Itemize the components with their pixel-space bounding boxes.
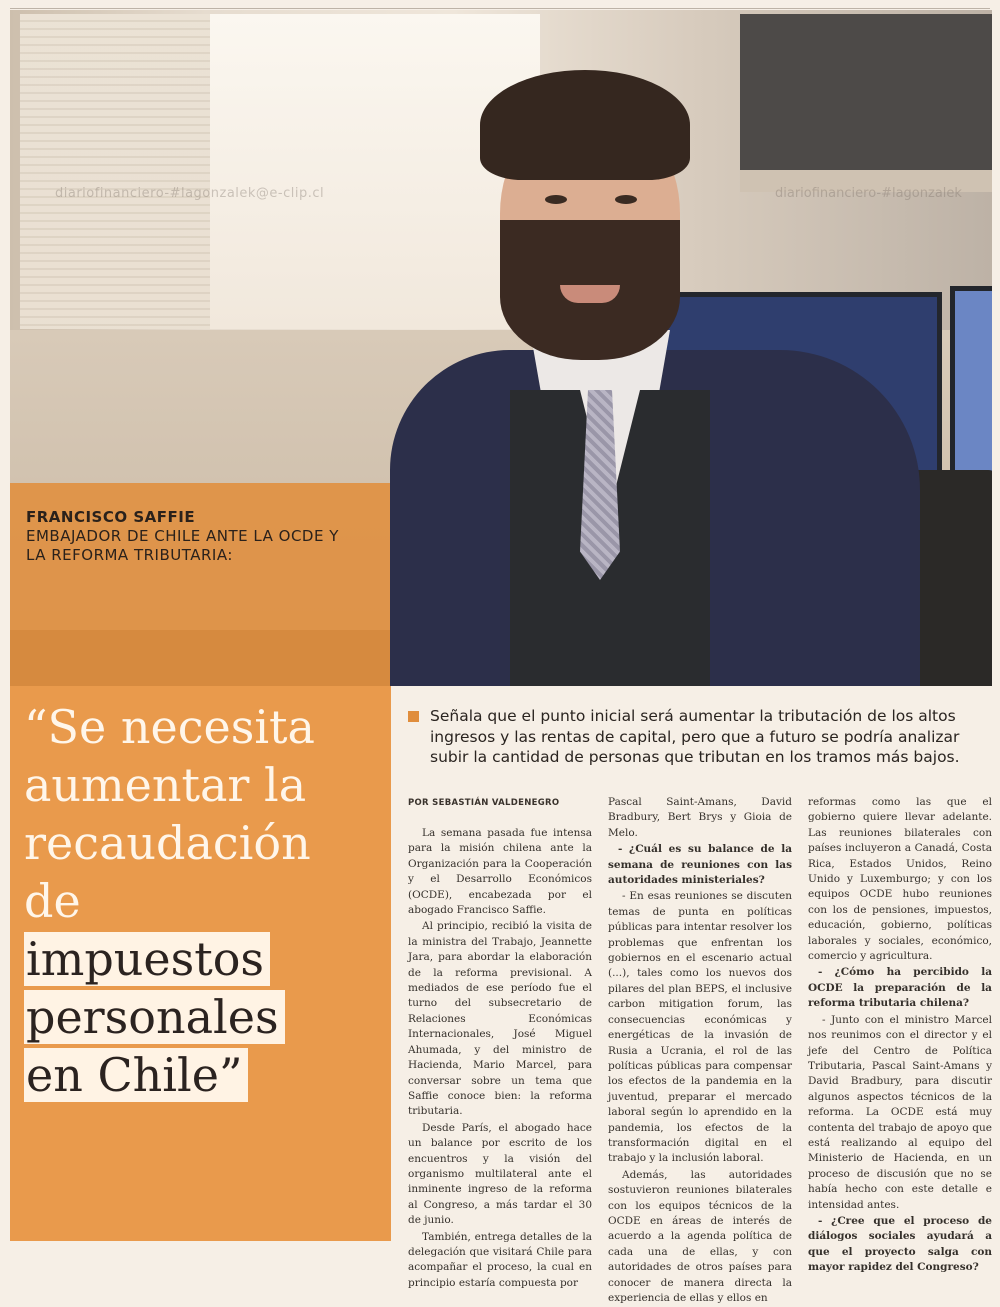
right-eye <box>615 195 637 204</box>
deck-text: Señala que el punto inicial será aumentar la tributación de los altos ingresos y las rentas de capital, pero que a futuro se podría analizar subir la cantidad de personas que tributan en los tramos más bajos. <box>430 707 960 766</box>
headline-line-1: “Se necesita <box>24 700 315 754</box>
caption-name: FRANCISCO SAFFIE <box>26 508 196 526</box>
caption-role: EMBAJADOR DE CHILE ANTE LA OCDE Y LA REFORMA TRIBUTARIA: <box>26 527 339 564</box>
headline-line-2: aumentar la <box>24 758 307 812</box>
window-blinds <box>20 14 210 329</box>
question: - ¿Cree que el proceso de diálogos sociales ayudará a que el proyecto salga con mayor rapidez del Congreso? <box>808 1214 992 1274</box>
body-column-3 <box>808 795 992 1277</box>
headline-line-5: impuestos <box>24 932 270 986</box>
paragraph: La semana pasada fue intensa para la misión chilena ante la Organización para la Cooperación y el Desarrollo Económicos (OCDE), encabezada por el abogado Francisco Saffie. <box>408 827 592 917</box>
headline <box>24 698 384 1104</box>
headline-line-3: recaudación <box>24 816 311 870</box>
watermark: diariofinanciero-#lagonzalek@e-clip.cl <box>55 186 325 201</box>
hair <box>480 70 690 180</box>
body-column-1 <box>408 826 592 1292</box>
paragraph: Desde París, el abogado hace un balance por escrito de los encuentros y la visión del organismo multilateral ante el inminente ingreso de la reforma al Congreso, a más tardar el 30 de junio. <box>408 1121 592 1227</box>
paragraph: - En esas reuniones se discuten temas de punta en políticas públicas para intentar resolver los problemas que enfrentan los gobiernos en el escenario actual (...), tales como los nuevos dos pilares del plan BEPS, el inclusive carbon mitigation forum, las consecuencias económicas y energéticas de la invasión de Rusia a Ucrania, el rol de las políticas públicas para compensar los efectos de la pandemia en la juventud, preparar el mercado laboral según lo aprendido en la pandemia, los efectos de la transformación digital en el trabajo y la inclusión laboral. <box>608 890 792 1165</box>
headline-line-6: personales <box>24 990 285 1044</box>
man-in-suit <box>380 50 940 686</box>
paragraph: También, entrega detalles de la delegación que visitará Chile para acompañar el proceso, la cual en principio estaría compuesta por <box>408 1230 592 1289</box>
deck <box>408 706 983 768</box>
square-bullet-icon <box>408 711 419 722</box>
paragraph: Además, las autoridades sostuvieron reuniones bilaterales con los equipos técnicos de la OCDE en áreas de interés de acuerdo a la agenda política de cada una de ellas, y con autoridades de otros países para conocer de manera directa la experiencia de ellas y ellos en <box>608 1168 792 1304</box>
left-eye <box>545 195 567 204</box>
paragraph: - Junto con el ministro Marcel nos reunimos con el director y el jefe del Centro de Política Tributaria, Pascal Saint-Amans y David Bradbury, para discutir algunos aspectos técnicos de la reforma. La OCDE está muy contenta del trabajo de apoyo que está realizando al equipo del Ministerio de Hacienda, en un proceso de discusión que no se había hecho con este detalle e intensidad antes. <box>808 1013 992 1211</box>
headline-line-4: de <box>24 874 81 928</box>
paragraph: reformas como las que el gobierno quiere llevar adelante. Las reuniones bilaterales con países incluyeron a Canadá, Costa Rica, Estados Unidos, Reino Unido y Luxemburgo; y con los equipos OCDE hubo reuniones con los de pensiones, impuestos, educación, gobierno, políticas laborales y sociales, económico, comercio y agricultura. <box>808 796 992 963</box>
headline-line-7: en Chile” <box>24 1048 248 1102</box>
mouth <box>560 285 620 303</box>
question: - ¿Cómo ha percibido la OCDE la preparación de la reforma tributaria chilena? <box>808 966 992 1010</box>
body-column-2 <box>608 795 792 1307</box>
byline: POR SEBASTIÁN VALDENEGRO <box>408 798 560 808</box>
top-rule <box>10 8 990 9</box>
paragraph: Pascal Saint-Amans, David Bradbury, Bert Brys y Gioia de Melo. <box>608 796 792 839</box>
question: - ¿Cuál es su balance de la semana de reuniones con las autoridades ministeriales? <box>608 843 792 887</box>
paragraph: Al principio, recibió la visita de la ministra del Trabajo, Jeannette Jara, para abordar la elaboración de la reforma previsional. A mediados de ese período fue el turno del subsecretario de Relaciones Económicas Internacionales, José Miguel Ahumada, y del ministro de Hacienda, Mario Marcel, para conversar sobre un tema que Saffie conoce bien: la reforma tributaria. <box>408 920 592 1118</box>
watermark-2: diariofinanciero-#lagonzalek <box>775 186 962 201</box>
